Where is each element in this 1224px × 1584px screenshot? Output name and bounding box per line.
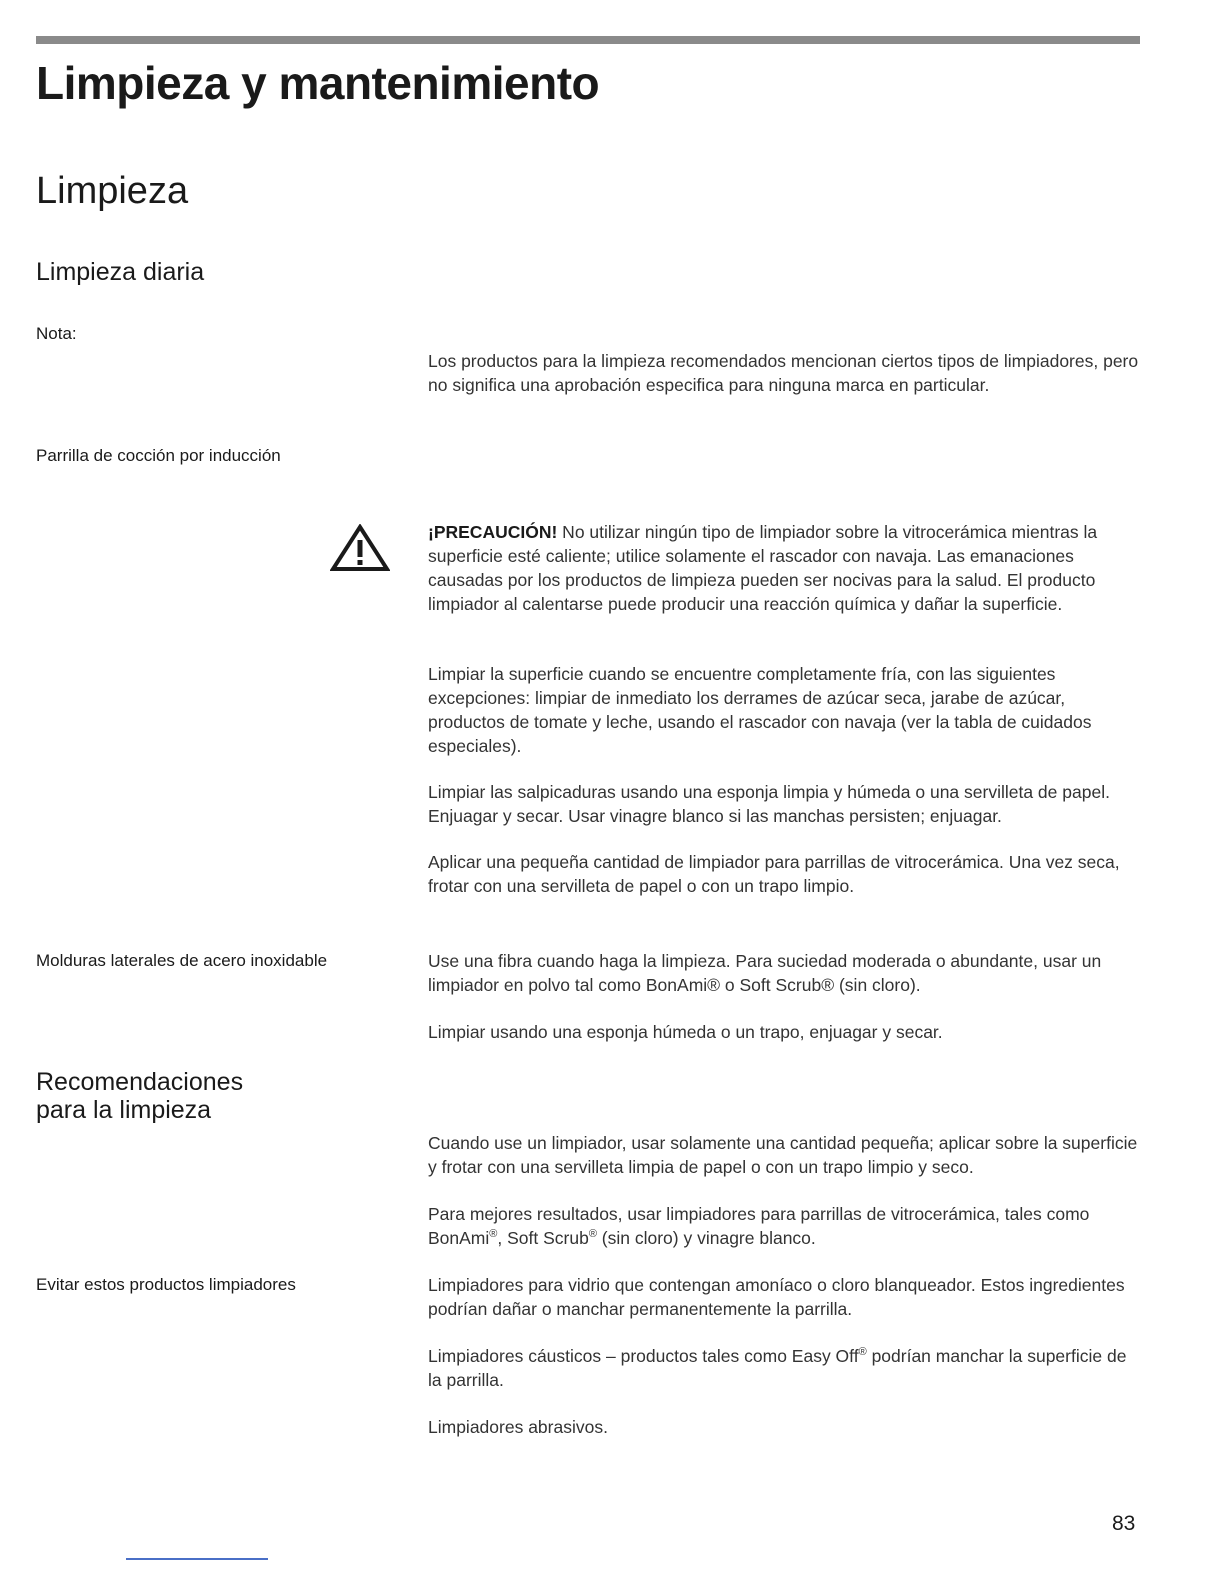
registered-mark: ® — [588, 1228, 597, 1241]
sponge-paragraph: Limpiar usando una esponja húmeda o un trapo, enjuagar y secar. — [428, 1022, 943, 1042]
small-amount-paragraph: Cuando use un limpiador, usar solamente una cantidad pequeña; aplicar sobre la superficie y frotar con una servilleta limpia de papel o con un trapo limpio y seco. — [428, 1133, 1138, 1177]
best-results-text-3: (sin cloro) y vinagre blanco. — [596, 1228, 816, 1248]
caution-paragraph — [428, 520, 1144, 616]
caution-label: ¡PRECAUCIÓN! — [428, 522, 558, 542]
registered-mark: ® — [858, 1346, 867, 1359]
page-number: 83 — [1112, 1512, 1136, 1535]
top-rule — [36, 36, 1140, 44]
best-results-paragraph — [428, 1202, 1144, 1250]
recommendations-line-2: para la limpieza — [36, 1096, 212, 1124]
nota-paragraph: Los productos para la limpieza recomendados mencionan ciertos tipos de limpiadores, pero no significa una aprobación especifica para ninguna marca en particular. — [428, 351, 1139, 395]
moldings-label: Molduras laterales de acero inoxidable — [36, 951, 328, 970]
recommendations-line-1: Recomendaciones — [36, 1068, 244, 1096]
caustic-text-2: podrían manchar la superficie de la parrilla. — [428, 1346, 1127, 1390]
caution-text: No utilizar ningún tipo de limpiador sobre la vitrocerámica mientras la superficie esté caliente; utilice solamente el rascador con navaja. Las emanaciones causadas por los productos de limpieza pueden ser nocivas para la salud. El producto limpiador al calentarse puede producir una reacción química y dañar la superficie. — [428, 522, 1098, 614]
best-results-text-1: Para mejores resultados, usar limpiadores para parrillas de vitrocerámica, tales como BonAmi — [428, 1204, 1090, 1248]
abrasive-paragraph: Limpiadores abrasivos. — [428, 1417, 608, 1437]
fiber-paragraph: Use una fibra cuando haga la limpieza. Para suciedad moderada o abundante, usar un limpiador en polvo tal como BonAmi® o Soft Scrub® (sin cloro). — [428, 951, 1102, 995]
glass-cleaner-paragraph: Limpiadores para vidrio que contengan amoníaco o cloro blanqueador. Estos ingredientes podrían dañar o manchar permanentemente la parrilla. — [428, 1275, 1125, 1319]
splatter-paragraph: Limpiar las salpicaduras usando una esponja limpia y húmeda o una servilleta de papel. Enjuagar y secar. Usar vinagre blanco si las manchas persisten; enjuagar. — [428, 782, 1110, 826]
page-title: Limpieza y mantenimiento — [36, 57, 600, 109]
subsection-title-recommendations — [36, 1068, 243, 1124]
apply-cleaner-paragraph: Aplicar una pequeña cantidad de limpiador para parrillas de vitrocerámica. Una vez seca, frotar con una servilleta de papel o con un trapo limpio. — [428, 852, 1120, 896]
avoid-label: Evitar estos productos limpiadores — [36, 1275, 296, 1294]
cold-surface-paragraph: Limpiar la superficie cuando se encuentre completamente fría, con las siguientes excepciones: limpiar de inmediato los derrames de azúcar seca, jarabe de azúcar, productos de tomate y leche, usando el rascador con navaja (ver la tabla de cuidados especiales). — [428, 664, 1092, 756]
caustic-text-1: Limpiadores cáusticos – productos tales como Easy Off — [428, 1346, 859, 1366]
warning-icon — [330, 524, 390, 572]
caustic-paragraph — [428, 1344, 1144, 1392]
nota-label: Nota: — [36, 324, 77, 343]
section-title: Limpieza — [36, 170, 189, 212]
registered-mark: ® — [489, 1228, 498, 1241]
best-results-text-2: , Soft Scrub — [497, 1228, 589, 1248]
bottom-accent-line — [126, 1558, 268, 1560]
induction-label: Parrilla de cocción por inducción — [36, 446, 281, 465]
subsection-title-daily: Limpieza diaria — [36, 258, 205, 286]
